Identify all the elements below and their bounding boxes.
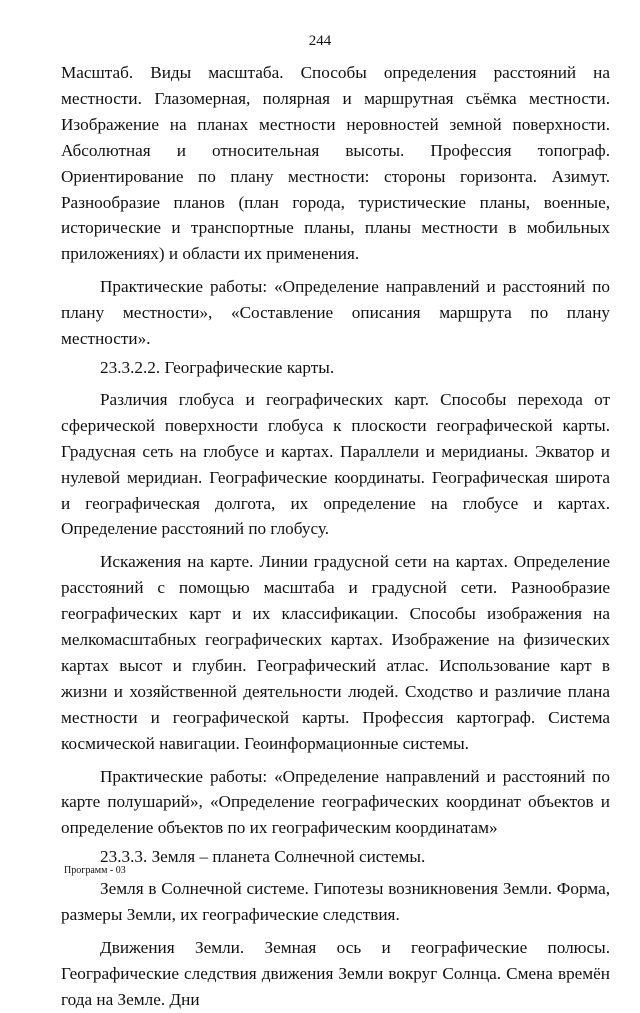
paragraph-map-distortions: Искажения на карте. Линии градусной сети на картах. Определение расстояний с помощью масштаба и градусной сети. Разнообразие географических карт и их классификации. Способы изображения на мелкомасштабных географических картах. Изображение на физических картах высот и глубин. Географический атлас. Использование карт в жизни и хозяйственной деятельности людей. Сходство и различие плана местности и географической карты. Профессия картограф. Система космической навигации. Геоинформационные системы. [61, 552, 610, 753]
paragraph-practical-work-map: Практические работы: «Определение направлений и расстояний по карте полушарий», «Определение географических координат объектов и определение объектов по их географическим координатам» [61, 766, 610, 838]
paragraph-practical-work-plan: Практические работы: «Определение направлений и расстояний по плану местности», «Составление описания маршрута по плану местности». [61, 277, 610, 349]
paragraph-map-scale: Масштаб. Виды масштаба. Способы определения расстояний на местности. Глазомерная, полярная и маршрутная съёмка местности. Изображение на планах местности неровностей земной поверхности. Абсолютная и относительная высоты. Профессия топограф. Ориентирование по плану местности: стороны горизонта. Азимут. Разнообразие планов (план города, туристические планы, военные, исторические и транспортные планы, планы местности в мобильных приложениях) и области их применения. [61, 63, 610, 264]
paragraph-earth-movements: Движения Земли. Земная ось и географические полюсы. Географические следствия движения Земли вокруг Солнца. Смена времён года на Земле. Дни [61, 938, 610, 1009]
document-body [61, 60, 610, 1013]
paragraph-globe-and-maps: Различия глобуса и географических карт. Способы перехода от сферической поверхности глобуса к плоскости географической карты. Градусная сеть на глобусе и картах. Параллели и меридианы. Экватор и нулевой меридиан. Географические координаты. Географическая широта и географическая долгота, их определение на глобусе и картах. Определение расстояний по глобусу. [61, 389, 610, 539]
page-footer: Программ - 03 [64, 865, 126, 876]
section-heading-earth-planet: 23.3.3. Земля – планета Солнечной системы. [100, 847, 426, 867]
section-heading-geographic-maps: 23.3.2.2. Географические карты. [100, 357, 335, 377]
page-number: 244 [308, 33, 332, 49]
paragraph-earth-in-solar-system: Земля в Солнечной системе. Гипотезы возникновения Земли. Форма, размеры Земли, их географические следствия. [61, 879, 610, 925]
